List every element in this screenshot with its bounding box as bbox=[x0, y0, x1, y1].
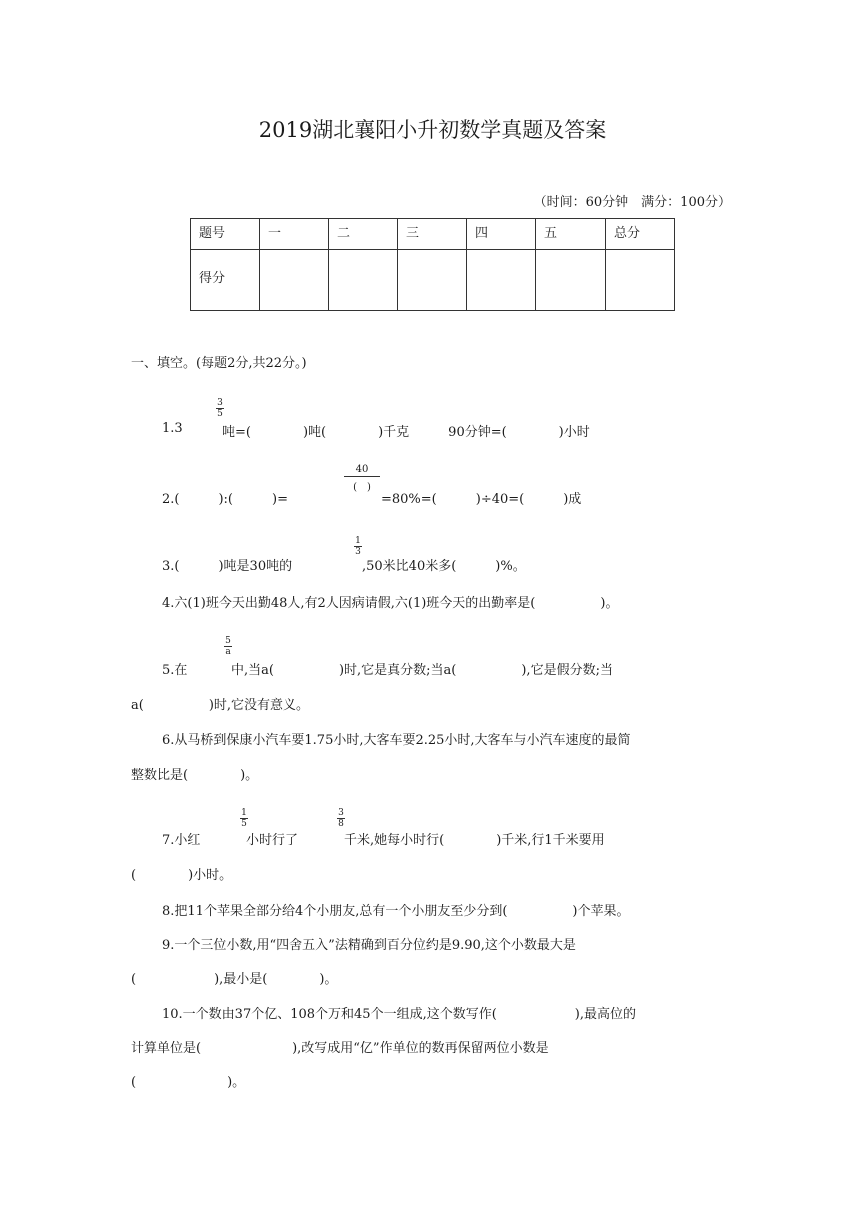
score-cell[interactable] bbox=[260, 250, 329, 311]
fraction-bar bbox=[344, 476, 380, 477]
score-cell[interactable] bbox=[606, 250, 675, 311]
score-cell[interactable] bbox=[329, 250, 398, 311]
question-3-prefix: 3.( )吨是30吨的 bbox=[162, 559, 293, 574]
header-cell: 四 bbox=[467, 219, 536, 250]
row-label: 得分 bbox=[191, 250, 260, 311]
question-9-line-1: 9.一个三位小数,用“四舍五入”法精确到百分位约是9.90,这个小数最大是 bbox=[162, 938, 576, 953]
fraction-numerator: 3 bbox=[338, 808, 344, 818]
question-6-line-1: 6.从马桥到保康小汽车要1.75小时,大客车要2.25小时,大客车与小汽车速度的最简 bbox=[162, 733, 631, 748]
question-2-text: =80%=( )÷40=( )成 bbox=[381, 492, 582, 507]
fraction-numerator: 3 bbox=[217, 398, 223, 408]
question-3-text: ,50米比40米多( )%。 bbox=[362, 559, 526, 574]
fraction-3-5 bbox=[216, 398, 224, 419]
header-cell: 总分 bbox=[606, 219, 675, 250]
fraction-5-a bbox=[224, 636, 232, 657]
question-10-line-2: 计算单位是( ),改写成用“亿”作单位的数再保留两位小数是 bbox=[131, 1041, 549, 1056]
fraction-numerator: 40 bbox=[355, 464, 369, 475]
question-10-line-1: 10.一个数由37个亿、108个万和45个一组成,这个数写作( ),最高位的 bbox=[162, 1007, 636, 1022]
score-cell[interactable] bbox=[536, 250, 606, 311]
header-cell: 题号 bbox=[191, 219, 260, 250]
fraction-denominator: 3 bbox=[355, 547, 361, 557]
question-7-text: 小时行了 bbox=[246, 833, 299, 848]
fraction-denominator: a bbox=[225, 647, 231, 657]
question-7-prefix: 7.小红 bbox=[162, 833, 201, 848]
fraction-numerator: 1 bbox=[241, 808, 247, 818]
fraction-40-blank bbox=[344, 464, 380, 493]
question-7-continued: ( )小时。 bbox=[131, 868, 233, 883]
question-1-prefix: 1.3 bbox=[162, 421, 183, 436]
fraction-numerator: 5 bbox=[225, 636, 231, 646]
header-cell: 三 bbox=[398, 219, 467, 250]
fraction-denominator: ( ) bbox=[353, 482, 371, 493]
fraction-1-5 bbox=[240, 808, 248, 829]
fraction-denominator: 8 bbox=[338, 819, 344, 829]
question-5-continued: a( )时,它没有意义。 bbox=[131, 698, 310, 713]
fraction-3-8 bbox=[337, 808, 345, 829]
score-table-score-row bbox=[191, 250, 675, 311]
question-6-line-2: 整数比是( )。 bbox=[131, 768, 259, 783]
score-table bbox=[190, 218, 675, 311]
question-4: 4.六(1)班今天出勤48人,有2人因病请假,六(1)班今天的出勤率是( )。 bbox=[162, 596, 619, 611]
page-title: 2019湖北襄阳小升初数学真题及答案 bbox=[258, 118, 607, 142]
question-5-text: 中,当a( )时,它是真分数;当a( ),它是假分数;当 bbox=[231, 663, 613, 678]
score-table-header-row bbox=[191, 219, 675, 250]
section-heading: 一、填空。(每题2分,共22分。) bbox=[131, 356, 307, 371]
header-cell: 五 bbox=[536, 219, 606, 250]
question-7-text-2: 千米,她每小时行( )千米,行1千米要用 bbox=[344, 833, 605, 848]
question-5-prefix: 5.在 bbox=[162, 663, 188, 678]
score-cell[interactable] bbox=[467, 250, 536, 311]
fraction-denominator: 5 bbox=[241, 819, 247, 829]
fraction-1-3 bbox=[354, 536, 362, 557]
question-9-line-2: ( ),最小是( )。 bbox=[131, 972, 338, 987]
header-cell: 二 bbox=[329, 219, 398, 250]
score-cell[interactable] bbox=[398, 250, 467, 311]
question-10-line-3: ( )。 bbox=[131, 1075, 246, 1090]
question-2-prefix: 2.( ):( )= bbox=[162, 492, 288, 507]
fraction-numerator: 1 bbox=[355, 536, 361, 546]
header-cell: 一 bbox=[260, 219, 329, 250]
question-1-text: 吨=( )吨( )千克 90分钟=( )小时 bbox=[222, 425, 590, 440]
exam-meta: （时间：60分钟 满分：100分） bbox=[533, 195, 731, 210]
fraction-denominator: 5 bbox=[217, 409, 223, 419]
question-8: 8.把11个苹果全部分给4个小朋友,总有一个小朋友至少分到( )个苹果。 bbox=[162, 904, 630, 919]
